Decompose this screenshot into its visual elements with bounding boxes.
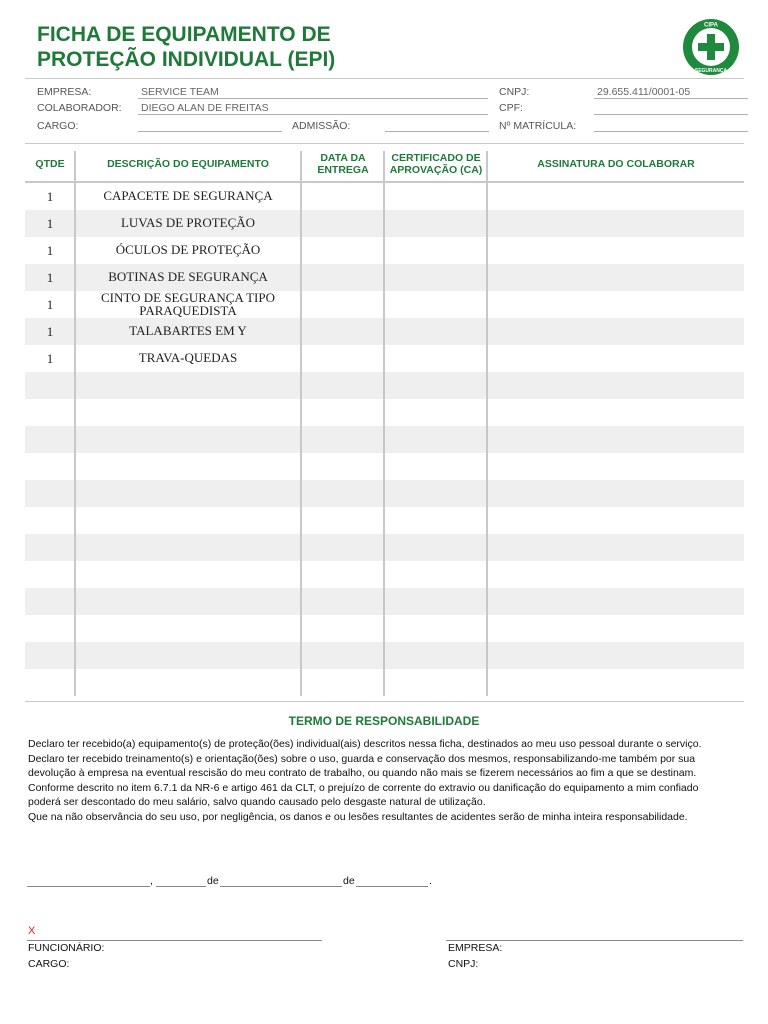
empresa-signature-line[interactable]	[446, 940, 743, 941]
row-description: LUVAS DE PROTEÇÃO	[120, 215, 256, 230]
th-certificado	[385, 152, 487, 176]
termo-line: Conforme descrito no item 6.7.1 da NR-6 e artigo 461 da CLT, o prejuízo de corrente do extravio ou danificação do equipamento a mim confiado	[28, 781, 699, 794]
date-day-field[interactable]	[156, 886, 206, 887]
date-de-2: de	[343, 875, 355, 887]
cnpj-underline	[594, 98, 748, 99]
col-divider-4	[486, 151, 488, 696]
th-ca-line2: APROVAÇÃO (CA)	[389, 164, 483, 176]
title-line-1: FICHA DE EQUIPAMENTO DE	[37, 23, 331, 46]
row-qty: 1	[46, 351, 54, 366]
signature-cargo-label: CARGO:	[28, 958, 70, 970]
cnpj-value[interactable]: 29.655.411/0001-05	[597, 86, 691, 98]
header-divider	[25, 78, 744, 79]
row-qty: 1	[46, 216, 54, 231]
row-qty: 1	[46, 189, 54, 204]
termo-line: Que na não observância do seu uso, por negligência, os danos e ou lesões resultantes de acidentes serão de minha inteira responsabilidade.	[28, 810, 688, 823]
termo-title: TERMO DE RESPONSABILIDADE	[288, 714, 480, 728]
form-divider	[25, 143, 744, 144]
col-divider-1	[74, 151, 76, 696]
date-month-field[interactable]	[220, 886, 342, 887]
termo-text	[28, 737, 743, 825]
cargo-label: CARGO:	[37, 120, 79, 132]
cnpj-label: CNPJ:	[499, 86, 530, 98]
date-city-field[interactable]	[27, 886, 150, 887]
cipa-logo	[678, 18, 744, 76]
col-divider-3	[383, 151, 385, 696]
cpf-label: CPF:	[499, 102, 523, 114]
cpf-field[interactable]	[594, 114, 748, 115]
colaborador-underline	[138, 114, 488, 115]
funcionario-label: FUNCIONÁRIO:	[28, 942, 105, 954]
table-bottom-divider	[25, 701, 744, 702]
cargo-field[interactable]	[138, 131, 282, 132]
row-qty: 1	[46, 243, 54, 258]
signature-cnpj-label: CNPJ:	[448, 958, 479, 970]
matricula-field[interactable]	[594, 131, 748, 132]
page-title	[37, 22, 557, 72]
termo-line: poderá ser descontado do meu salário, salvo quando causado pelo desgaste natural de utilização.	[28, 796, 486, 809]
admissao-label: ADMISSÃO:	[292, 120, 351, 132]
row-description: TALABARTES EM Y	[129, 323, 247, 338]
date-period: .	[429, 875, 432, 887]
empresa-value[interactable]: SERVICE TEAM	[141, 86, 219, 98]
th-assinatura: ASSINATURA DO COLABORAR	[537, 158, 695, 170]
date-year-field[interactable]	[356, 886, 428, 887]
termo-line: Declaro ter recebido treinamento(s) e orientação(ões) sobre o uso, guarda e conservação dos mesmos, responsabilizando-me também por sua	[28, 752, 696, 765]
th-data-line1: DATA DA	[320, 152, 366, 164]
signature-x-mark: X	[28, 925, 36, 937]
empresa-label: EMPRESA:	[37, 86, 92, 98]
logo-bottom-text: SEGURANÇA	[694, 68, 728, 74]
date-comma: ,	[150, 875, 153, 887]
row-description: TRAVA-QUEDAS	[138, 350, 238, 365]
funcionario-signature-line[interactable]	[27, 940, 322, 941]
row-qty: 1	[46, 324, 54, 339]
row-qty: 1	[46, 297, 54, 312]
th-qtde: QTDE	[35, 158, 65, 170]
row-qty: 1	[46, 270, 54, 285]
termo-line: devolução à empresa na eventual rescisão do meu contrato de trabalho, ou quando não mais se fizerem necessários ao fim a que se destinam.	[28, 767, 697, 780]
admissao-field[interactable]	[385, 131, 489, 132]
empresa-underline	[138, 98, 488, 99]
row-description: BOTINAS DE SEGURANÇA	[108, 269, 268, 284]
row-description: CAPACETE DE SEGURANÇA	[103, 188, 273, 203]
logo-top-text: CIPA	[704, 22, 718, 29]
termo-line: Declaro ter recebido(a) equipamento(s) de proteção(ões) individual(ais) descritos nessa ficha, destinados ao meu uso pessoal durante o serviço.	[28, 738, 702, 750]
th-ca-line1: CERTIFICADO DE	[391, 152, 481, 164]
colaborador-label: COLABORADOR:	[37, 102, 122, 114]
signature-empresa-label: EMPRESA:	[448, 942, 503, 954]
matricula-label: Nº MATRÍCULA:	[499, 120, 577, 132]
colaborador-value[interactable]: DIEGO ALAN DE FREITAS	[141, 102, 269, 114]
title-line-2: PROTEÇÃO INDIVIDUAL (EPI)	[37, 48, 336, 71]
row-description: CINTO DE SEGURANÇA TIPO PARAQUEDISTA	[101, 290, 275, 318]
th-data-entrega	[302, 152, 384, 176]
row-description: ÓCULOS DE PROTEÇÃO	[115, 242, 261, 257]
th-data-line2: ENTREGA	[317, 164, 369, 176]
col-divider-2	[300, 151, 302, 696]
th-descricao: DESCRIÇÃO DO EQUIPAMENTO	[107, 158, 269, 170]
date-de-1: de	[207, 875, 219, 887]
